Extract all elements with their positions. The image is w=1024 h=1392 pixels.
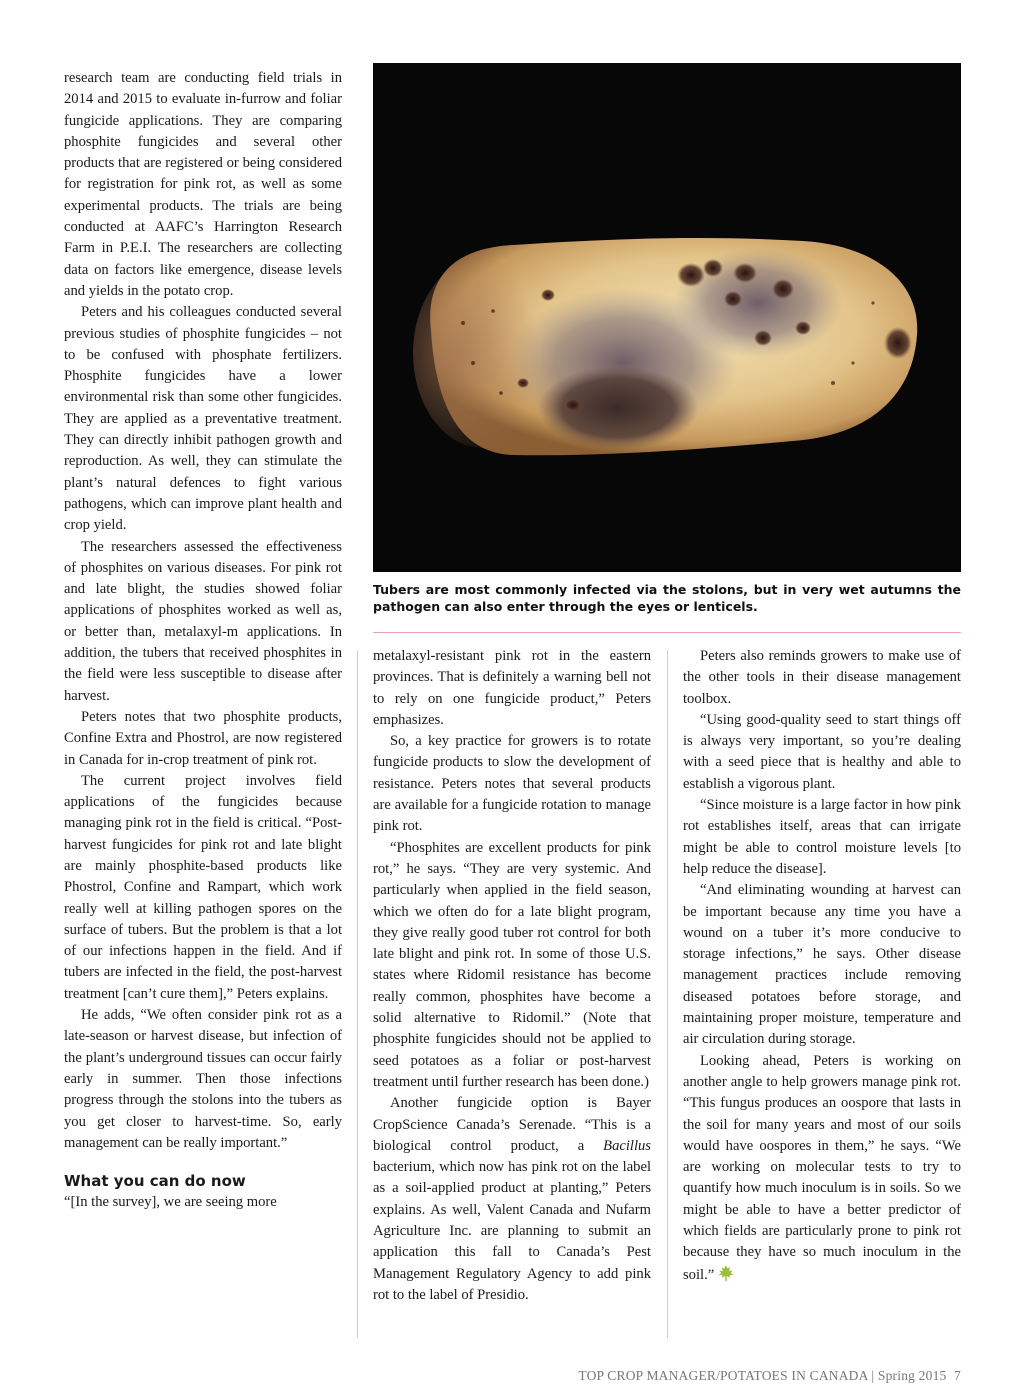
column-divider (667, 650, 668, 1338)
col3-paragraph-2: “Using good-quality seed to start things off is always very important, so you’re dealing with a seed piece that is healthy and able to establish a vigorous plant. (683, 711, 961, 792)
col1-paragraph-2: Peters and his colleagues conducted several previous studies of phosphite fungicides – not to be confused with phosphate fertilizers. Phosphite fungicides have a lower environmental risk than some other fungicides. They are applied as a preventative treatment. They can directly inhibit pathogen growth and reproduction. As well, they can stimulate the plant’s natural defences to fight various pathogens, which can improve plant health and crop yield. (64, 304, 342, 534)
col2-paragraph-3: “Phosphites are excellent products for pink rot,” he says. “They are very systemic. And particularly when applied in the field season, which we often do for a late blight program, they give really good tuber rot control for both late blight and pink rot. In some of those U.S. states where Ridomil resistance has become really common, phosphites have become a solid alternative to Ridomil.” (Note that phosphite fungicides should not be applied to seed potatoes as a foliar or post-harvest treatment until further research has been done.) (373, 839, 651, 1090)
maple-leaf-icon (717, 1264, 735, 1282)
photo-caption: Tubers are most commonly infected via the stolons, but in very wet autumns the pathogen can also enter through the eyes or lenticels. (373, 582, 961, 614)
col3-paragraph-3: “Since moisture is a large factor in how pink rot establishes itself, areas that can irrigate might be able to control moisture levels [to help reduce the disease]. (683, 797, 961, 877)
col1-paragraph-6: He adds, “We often consider pink rot as a late-season or harvest disease, but infection of the plant’s underground tissues can occur fairly early in summer. Then those infections progress through the stolons into the tubers as you get closer to harvest-time. So, early management can be really important.” (64, 1007, 342, 1151)
col1-paragraph-4: Peters notes that two phosphite products, Confine Extra and Phostrol, are now registered in Canada for in-crop treatment of pink rot. (64, 708, 342, 768)
column-divider (357, 650, 358, 1338)
col3-paragraph-4: “And eliminating wounding at harvest can be important because any time you have a wound on a tuber it’s more conducive to storage infections,” he says. Other disease management practices include removing diseased potatoes before storage, and maintaining proper moisture, temperature and air circulation during storage. (683, 882, 961, 1048)
col2-paragraph-2: So, a key practice for growers is to rotate fungicide products to slow the development of resistance. Peters notes that several products are available for a fungicide rotation to manage pink rot. (373, 733, 651, 835)
column-1 (64, 68, 342, 1213)
col3-paragraph-5-text: Looking ahead, Peters is working on another angle to help growers manage pink rot. “This fungus produces an oospore that lasts in the soil for many years and most of our soils would have oospores in them,” he says. “We are working on molecular tests to try to quantify how much inoculum is in soils. So we might be able to have a better predictor of which fields are particularly prone to pink rot because they have so much inoculum in the soil.” (683, 1052, 961, 1283)
col3-paragraph-5 (683, 1051, 961, 1286)
column-2 (373, 646, 651, 1306)
col2-paragraph-4-text-cont: bacterium, which now has pink rot on the label as a soil-applied product at planting,” Peters explains. As well, Valent Canada and Nufarm Agriculture Inc. are planning to submit an application this fall to Canada’s Pest Management Regulatory Agency to add pink rot to the label of Presidio. (373, 1159, 651, 1303)
page-number: 7 (954, 1368, 961, 1383)
section-subhead: What you can do now (64, 1172, 246, 1191)
col3-paragraph-1: Peters also reminds growers to make use of the other tools in their disease management toolbox. (683, 648, 961, 707)
col2-paragraph-1: metalaxyl-resistant pink rot in the eastern provinces. That is definitely a warning bell not to rely on one fungicide product,” Peters emphasizes. (373, 648, 651, 728)
infected-potato-illustration (373, 63, 961, 572)
col1-paragraph-1: research team are conducting field trials in 2014 and 2015 to evaluate in-furrow and foliar fungicide applications. They are comparing phosphite fungicides and several other products that are registered or being considered for registration for pink rot, as well as some experimental products. The trials are being conducted at AAFC’s Harrington Research Farm in P.E.I. The researchers are collecting data on factors like emergence, disease levels and yields in the potato crop. (64, 70, 342, 299)
col2-paragraph-4 (373, 1093, 651, 1306)
column-3 (683, 646, 961, 1286)
page-footer (578, 1368, 961, 1384)
col1-paragraph-3: The researchers assessed the effectiveness of phosphites on various diseases. For pink rot and late blight, the studies showed foliar applications of phosphites worked as well as, or better than, metalaxyl-m applications. In addition, the tubers that received phosphites in the field were less susceptible to disease after harvest. (64, 538, 342, 704)
col1-paragraph-5: The current project involves field applications of the fungicides because managing pink rot in the field is critical. “Post-harvest fungicides for pink rot and late blight are mainly phosphite-based products like Phostrol, Confine and Rampart, which work really well at killing pathogen spores on the surface of tubers. But the problem is that a lot of our infections happen in the field. And if tubers are infected in the field, the post-harvest treatment [can’t cure them],” Peters explains. (64, 772, 342, 1002)
potato-tuber-photo (373, 63, 961, 572)
col2-paragraph-4-text: Another fungicide option is Bayer CropScience Canada’s Serenade. “This is a biological control product, a (373, 1095, 651, 1154)
caption-rule (373, 632, 961, 633)
col1-paragraph-7: “[In the survey], we are seeing more (64, 1194, 277, 1211)
footer-publication: TOP CROP MANAGER/POTATOES IN CANADA | Spring 2015 (578, 1368, 947, 1383)
bacillus-italic: Bacillus (603, 1137, 651, 1154)
